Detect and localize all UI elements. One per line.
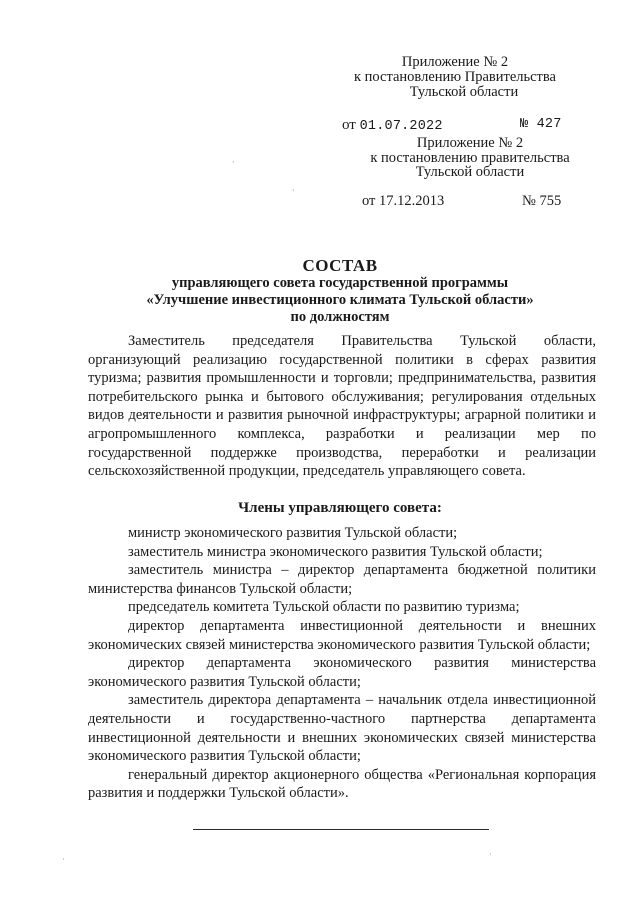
resolution-number: № 427 [520, 117, 562, 132]
resolution-original [362, 193, 582, 210]
title-heading: СОСТАВ [302, 256, 378, 275]
title-line: «Улучшение инвестиционного климата Тульской области» [146, 292, 534, 308]
list-item: директор департамента инвестиционной деятельности и внешних экономических связей министерства экономического развития Тульской области; [88, 617, 596, 653]
resolution-date: 01.07.2022 [359, 119, 443, 134]
list-item: председатель комитета Тульской области по развитию туризма; [128, 599, 520, 616]
resolution-date: 17.12.2013 [379, 193, 445, 209]
chairman-paragraph: Заместитель председателя Правительства Тульской области, организующий реализацию государственной политики в сферах развития туризма; развития промышленности и торговли; предпринимательства, развития потребительского рынка и бытового обслуживания; регулирования отдельных видов деятельности и развития рыночной инфраструктуры; аграрной политики и агропромышленного комплекса, разработки и реализации мер по государственной поддержке производства, переработки и реализации сельскохозяйственной продукции, председатель управляющего совета. [88, 333, 596, 480]
annex-reference: к постановлению Правительства [354, 69, 556, 85]
list-item: генеральный директор акционерного общества «Региональная корпорация развития и поддержки Тульской области». [88, 766, 596, 802]
scan-speck: · [232, 158, 235, 167]
annex-title: Приложение № 2 [401, 54, 509, 70]
document-title [80, 257, 600, 326]
date-prefix: от [362, 193, 376, 209]
list-item: министр экономического развития Тульской области; [128, 525, 458, 541]
annex-reference: к постановлению правительства [370, 149, 570, 166]
list-item: заместитель министра – директор департамента бюджетной политики министерства финансов Тульской области; [88, 562, 596, 597]
members-heading: Члены управляющего совета: [238, 500, 442, 516]
resolution-current [342, 117, 582, 134]
annex-header-current [330, 55, 580, 100]
scan-speck: · [62, 855, 65, 864]
annex-region: Тульской области [415, 164, 525, 180]
members-list [88, 524, 596, 803]
annex-header-original [350, 136, 590, 180]
scan-speck: · [489, 850, 492, 859]
title-line: управляющего совета государственной программы [171, 275, 509, 291]
title-line: по должностям [290, 309, 390, 325]
closing-rule [193, 829, 489, 830]
annex-title: Приложение № 2 [416, 135, 524, 151]
list-item: заместитель министра экономического развития Тульской области; [128, 543, 543, 560]
list-item: заместитель директора департамента – начальник отдела инвестиционной деятельности и государственно-частного партнерства департамента инвестиционной деятельности и внешних экономических связей министерства экономического развития Тульской области; [88, 692, 596, 765]
annex-region: Тульской области [409, 84, 519, 100]
resolution-number: № 755 [522, 193, 562, 209]
date-prefix: от [342, 117, 356, 133]
list-item: директор департамента экономического развития министерства экономического развития Тульской области; [88, 655, 596, 690]
scan-speck: · [292, 186, 295, 195]
